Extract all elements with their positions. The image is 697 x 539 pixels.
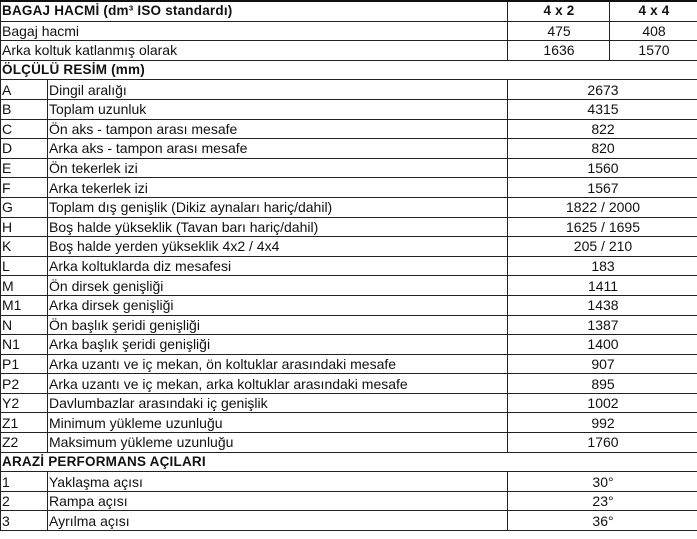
row-label: Ön başlık şeridi genişliği (48, 315, 508, 335)
table-row (1, 21, 697, 41)
row-value: 4315 (508, 99, 697, 119)
row-code: 2 (1, 491, 48, 511)
row-value: 895 (508, 374, 697, 394)
row-label: Boş halde yükseklik (Tavan barı hariç/dahil) (48, 217, 508, 237)
row-label: Rampa açısı (48, 491, 508, 511)
row-value: 1002 (508, 393, 697, 413)
value-4x4: 408 (610, 21, 697, 41)
table-row (1, 374, 697, 394)
dimensions-title: ÖLÇÜLÜ RESİM (mm) (1, 60, 697, 80)
row-code: Z1 (1, 413, 48, 433)
offroad-title: ARAZİ PERFORMANS AÇILARI (1, 452, 697, 472)
row-value: 1400 (508, 335, 697, 355)
row-value: 23° (508, 491, 697, 511)
table-row (1, 354, 697, 374)
value-4x2: 1636 (508, 41, 610, 61)
value-4x2: 475 (508, 21, 610, 41)
row-value: 1822 / 2000 (508, 197, 697, 217)
row-label: Arka koltuklarda diz mesafesi (48, 256, 508, 276)
table-row (1, 41, 697, 61)
row-label: Ön aks - tampon arası mesafe (48, 119, 508, 139)
row-code: K (1, 237, 48, 257)
row-label: Arka koltuk katlanmış olarak (1, 41, 508, 61)
col-4x4-header: 4 x 4 (610, 1, 697, 21)
row-code: A (1, 80, 48, 100)
row-label: Minimum yükleme uzunluğu (48, 413, 508, 433)
row-label: Arka başlık şeridi genişliği (48, 335, 508, 355)
table-row (1, 335, 697, 355)
row-label: Bagaj hacmi (1, 21, 508, 41)
row-code: H (1, 217, 48, 237)
table-row (1, 315, 697, 335)
row-value: 205 / 210 (508, 237, 697, 257)
row-code: E (1, 158, 48, 178)
table-row (1, 295, 697, 315)
luggage-header-row (1, 1, 697, 21)
row-value: 2673 (508, 80, 697, 100)
row-label: Arka aks - tampon arası mesafe (48, 139, 508, 159)
row-label: Yaklaşma açısı (48, 472, 508, 492)
row-label: Boş halde yerden yükseklik 4x2 / 4x4 (48, 237, 508, 257)
row-label: Davlumbazlar arasındaki iç genişlik (48, 393, 508, 413)
row-code: L (1, 256, 48, 276)
row-value: 1387 (508, 315, 697, 335)
row-value: 992 (508, 413, 697, 433)
row-code: 1 (1, 472, 48, 492)
row-code: C (1, 119, 48, 139)
row-value: 822 (508, 119, 697, 139)
table-row (1, 80, 697, 100)
table-row (1, 119, 697, 139)
row-value: 36° (508, 511, 697, 531)
table-row (1, 276, 697, 296)
row-code: Z2 (1, 433, 48, 453)
luggage-title: BAGAJ HACMİ (dm³ ISO standardı) (1, 1, 508, 21)
table-row (1, 139, 697, 159)
row-code: N (1, 315, 48, 335)
row-label: Arka uzantı ve iç mekan, ön koltuklar arasındaki mesafe (48, 354, 508, 374)
row-label: Toplam uzunluk (48, 99, 508, 119)
row-value: 183 (508, 256, 697, 276)
offroad-header-row (1, 452, 697, 472)
row-value: 30° (508, 472, 697, 492)
row-code: M1 (1, 295, 48, 315)
row-label: Ön tekerlek izi (48, 158, 508, 178)
table-row (1, 256, 697, 276)
row-value: 1411 (508, 276, 697, 296)
table-row (1, 433, 697, 453)
row-code: F (1, 178, 48, 198)
table-row (1, 393, 697, 413)
row-value: 1760 (508, 433, 697, 453)
row-label: Ayrılma açısı (48, 511, 508, 531)
row-code: P1 (1, 354, 48, 374)
row-code: P2 (1, 374, 48, 394)
table-row (1, 511, 697, 531)
table-row (1, 237, 697, 257)
row-code: D (1, 139, 48, 159)
row-code: G (1, 197, 48, 217)
row-label: Arka tekerlek izi (48, 178, 508, 198)
table-row (1, 413, 697, 433)
row-value: 1625 / 1695 (508, 217, 697, 237)
row-code: M (1, 276, 48, 296)
table-row (1, 178, 697, 198)
row-code: Y2 (1, 393, 48, 413)
col-4x2-header: 4 x 2 (508, 1, 610, 21)
table-row (1, 197, 697, 217)
value-4x4: 1570 (610, 41, 697, 61)
dimensions-header-row (1, 60, 697, 80)
row-label: Toplam dış genişlik (Dikiz aynaları hariç/dahil) (48, 197, 508, 217)
table-row (1, 99, 697, 119)
row-code: B (1, 99, 48, 119)
row-value: 1560 (508, 158, 697, 178)
row-value: 907 (508, 354, 697, 374)
row-value: 1438 (508, 295, 697, 315)
row-label: Dingil aralığı (48, 80, 508, 100)
row-value: 1567 (508, 178, 697, 198)
table-row (1, 217, 697, 237)
table-row (1, 472, 697, 492)
table-row (1, 491, 697, 511)
row-code: N1 (1, 335, 48, 355)
row-label: Maksimum yükleme uzunluğu (48, 433, 508, 453)
row-code: 3 (1, 511, 48, 531)
row-label: Arka dirsek genişliği (48, 295, 508, 315)
table-row (1, 158, 697, 178)
row-value: 820 (508, 139, 697, 159)
row-label: Arka uzantı ve iç mekan, arka koltuklar arasındaki mesafe (48, 374, 508, 394)
row-label: Ön dirsek genişliği (48, 276, 508, 296)
